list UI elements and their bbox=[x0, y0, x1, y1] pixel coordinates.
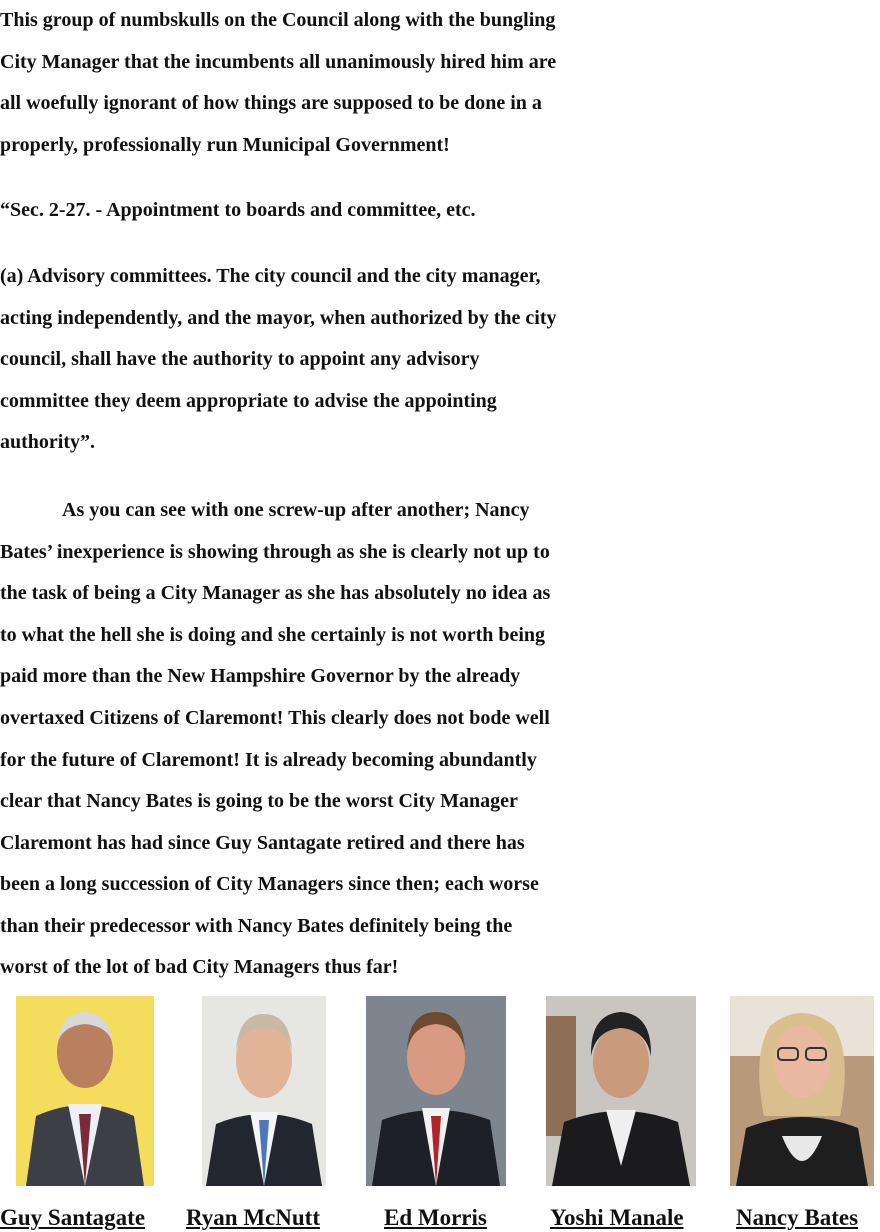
text-line: all woefully ignorant of how things are supposed to be done in a bbox=[0, 92, 542, 115]
portrait-guy-santagate bbox=[16, 996, 154, 1186]
portrait-yoshi-manale bbox=[546, 996, 696, 1186]
paragraph-council-criticism bbox=[0, 0, 880, 166]
caption-ryan-mcnutt: Ryan McNutt bbox=[186, 1205, 320, 1230]
text-line: for the future of Claremont! It is already becoming abundantly bbox=[0, 748, 537, 771]
caption-guy-santagate: Guy Santagate bbox=[0, 1205, 146, 1230]
caption-yoshi-manale: Yoshi Manale bbox=[550, 1205, 684, 1230]
text-line: clear that Nancy Bates is going to be the worst City Manager bbox=[0, 790, 518, 813]
portrait-ryan-mcnutt bbox=[202, 996, 326, 1186]
text-line: overtaxed Citizens of Claremont! This clearly does not bode well bbox=[0, 706, 550, 729]
text-line: worst of the lot of bad City Managers thus far! bbox=[0, 956, 399, 979]
portrait-captions bbox=[0, 1204, 880, 1232]
text-line: committee they deem appropriate to advise the appointing bbox=[0, 389, 497, 412]
text-line: authority”. bbox=[0, 431, 95, 454]
portrait-ed-morris bbox=[366, 996, 506, 1186]
text-line: Claremont has had since Guy Santagate retired and there has bbox=[0, 831, 525, 854]
text-line: properly, professionally run Municipal Government! bbox=[0, 133, 450, 156]
paragraph-section-heading bbox=[0, 190, 880, 232]
text-line: the task of being a City Manager as she has absolutely no idea as bbox=[0, 582, 551, 605]
text-line: This group of numbskulls on the Council along with the bungling bbox=[0, 9, 556, 31]
portrait-nancy-bates bbox=[730, 996, 874, 1186]
text-line: been a long succession of City Managers since then; each worse bbox=[0, 873, 539, 896]
caption-nancy-bates: Nancy Bates bbox=[736, 1205, 859, 1230]
text-line: to what the hell she is doing and she certainly is not worth being bbox=[0, 623, 546, 646]
text-line: “Sec. 2-27. - Appointment to boards and committee, etc. bbox=[0, 199, 476, 222]
text-line: Bates’ inexperience is showing through as she is clearly not up to bbox=[0, 540, 550, 563]
text-line: City Manager that the incumbents all unanimously hired him are bbox=[0, 50, 557, 73]
portrait-row bbox=[0, 996, 880, 1186]
caption-ed-morris: Ed Morris bbox=[384, 1205, 487, 1230]
text-line: council, shall have the authority to appoint any advisory bbox=[0, 348, 480, 371]
paragraph-city-manager-criticism bbox=[0, 490, 880, 989]
text-line: than their predecessor with Nancy Bates definitely being the bbox=[0, 914, 513, 937]
text-line: paid more than the New Hampshire Governor by the already bbox=[0, 665, 521, 688]
text-line: As you can see with one screw-up after another; Nancy bbox=[62, 498, 530, 521]
text-line: (a) Advisory committees. The city council and the city manager, bbox=[0, 264, 541, 287]
paragraph-advisory-committees bbox=[0, 256, 880, 464]
text-line: acting independently, and the mayor, when authorized by the city bbox=[0, 306, 557, 329]
